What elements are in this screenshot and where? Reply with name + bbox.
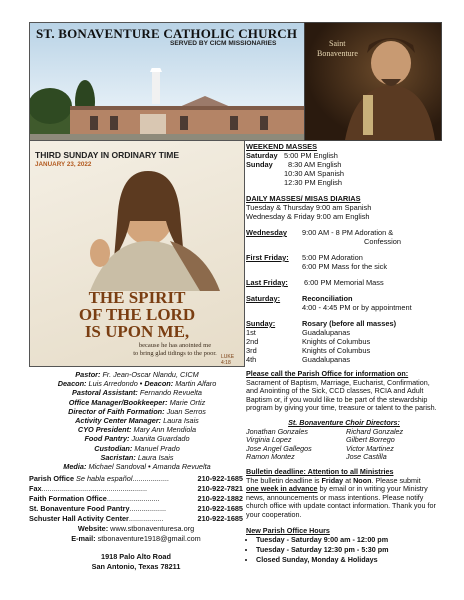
office-hours-list bbox=[246, 535, 442, 565]
website-link[interactable]: www.stbonaventuresa.org bbox=[110, 524, 195, 533]
contact-email: E-mail: stbonaventure1918@gmail.com bbox=[71, 534, 201, 543]
choir-directors bbox=[246, 428, 442, 462]
address-line-2: San Antonio, Texas 78211 bbox=[91, 562, 181, 571]
church-title: ST. BONAVENTURE CATHOLIC CHURCH bbox=[36, 26, 298, 41]
rosary-group: Knights of Columbus bbox=[302, 346, 371, 355]
first-friday-line: 5:00 PM Adoration bbox=[302, 253, 363, 262]
verse-line-1: THE SPIRIT bbox=[88, 288, 186, 307]
choir-director: Virginia Lopez bbox=[246, 435, 292, 445]
rosary-group: Guadalupanas bbox=[302, 355, 351, 364]
rosary-week: 4th bbox=[246, 355, 257, 364]
choir-director: Jonathan Gonzales bbox=[246, 426, 308, 436]
staff-food-pantry: Food Pantry: Juanita Guardado bbox=[84, 434, 190, 444]
contact-schuster-hall: Schuster Hall Activity Center................. 210-922-1685 bbox=[29, 514, 243, 523]
staff-faith-formation: Director of Faith Formation: Juan Serros bbox=[68, 406, 206, 416]
contact-faith-formation: Faith Formation Office.......................... 210-922-1882 bbox=[29, 494, 243, 503]
church-subtitle: SERVED BY CICM MISSIONARIES bbox=[170, 40, 277, 47]
verse-reference: LUKE 4:18 bbox=[221, 354, 235, 366]
rosary-group: Guadalupanas bbox=[302, 328, 351, 337]
email-link[interactable]: stbonaventure1918@gmail.com bbox=[97, 534, 201, 543]
staff-office-manager: Office Manager/Bookkeeper: Marie Ortiz bbox=[68, 397, 206, 407]
bulletin-text: The bulletin deadline is Friday at Noon. Please submit one week in advance by email or in writing your Ministry news, announcements or mass intentions. Please notify church office with update contact information. Thank you for your cooperation. bbox=[246, 475, 436, 519]
wednesday-line: 9:00 AM - 8 PM Adoration & bbox=[302, 228, 394, 237]
wednesday-label: Wednesday bbox=[246, 228, 287, 237]
saint-bonaventure-portrait bbox=[304, 22, 442, 141]
first-friday-label: First Friday: bbox=[246, 253, 289, 262]
choir-title: St. Bonaventure Choir Directors: bbox=[288, 417, 400, 427]
contact-parish-office: Parish Office Se habla español.................. 210-922-1685 bbox=[29, 474, 243, 483]
choir-director: Victor Martinez bbox=[346, 443, 394, 453]
contact-website: Website: www.stbonaventuresa.org bbox=[77, 524, 195, 533]
choir-director: Gilbert Borrego bbox=[346, 435, 395, 445]
staff-list bbox=[32, 370, 242, 471]
choir-director: Jose Castilla bbox=[346, 452, 387, 462]
daily-masses-title: DAILY MASSES/ MISAS DIARIAS bbox=[246, 194, 361, 203]
staff-pastor: Pastor: Fr. Jean-Oscar Nlandu, CICM bbox=[75, 370, 199, 379]
weekend-saturday-label: Saturday bbox=[246, 151, 278, 160]
reconciliation-time: 4:00 - 4:45 PM or by appointment bbox=[302, 303, 412, 312]
rosary-week: 1st bbox=[246, 328, 256, 337]
staff-activity-center: Activity Center Manager: Laura Isais bbox=[75, 416, 199, 426]
choir-director: Ramon Montez bbox=[246, 452, 295, 462]
parish-info-section bbox=[246, 370, 442, 565]
verse-small-2: to bring glad tidings to the poor. bbox=[133, 350, 217, 357]
office-hours-item: • Closed Sunday, Monday & Holidays bbox=[256, 555, 442, 565]
saturday-label: Saturday: bbox=[246, 294, 281, 303]
reconciliation-title: Reconciliation bbox=[302, 294, 353, 303]
wednesday-line: Confession bbox=[364, 237, 401, 246]
bulletin-heading: Bulletin deadline: Attention to all Ministries bbox=[246, 466, 394, 476]
weekend-sunday-time: 10:30 AM Spanish bbox=[284, 169, 344, 178]
office-hours-item: • Tuesday - Saturday 12:30 pm - 5:30 pm bbox=[256, 545, 442, 555]
feature-date: JANUARY 23, 2022 bbox=[35, 161, 92, 168]
verse-line-3: IS UPON ME, bbox=[84, 322, 190, 341]
sunday-label: Sunday: bbox=[246, 319, 276, 328]
daily-masses-line: Tuesday & Thursday 9:00 am Spanish bbox=[246, 203, 372, 212]
daily-masses-line: Wednesday & Friday 9:00 am English bbox=[246, 212, 370, 221]
office-hours-item: • Tuesday - Saturday 9:00 am - 12:00 pm bbox=[256, 535, 442, 545]
weekend-masses-title: WEEKEND MASSES bbox=[246, 142, 318, 151]
staff-pastoral-assistant: Pastoral Assistant: Fernando Revuelta bbox=[72, 388, 202, 398]
rosary-week: 2nd bbox=[246, 337, 259, 346]
contact-fax: Fax.................................................... 210-922-7821 bbox=[29, 484, 243, 493]
weekend-sunday-time: 8:30 AM English bbox=[288, 160, 342, 169]
office-hours-title: New Parish Office Hours bbox=[246, 525, 330, 535]
staff-custodian: Custodian: Manuel Prado bbox=[94, 443, 180, 453]
parish-office-info-text: Sacrament of Baptism, Marriage, Eucharist, Confirmation, and Anointing of the Sick, CCD classes, RCIA and Adult Baptism or, if you would like to be part of the stewardship program by giving your time, treasure or talent to the parish. bbox=[246, 377, 437, 413]
church-building-illustration bbox=[30, 68, 306, 140]
first-friday-line: 6:00 PM Mass for the sick bbox=[302, 262, 388, 271]
choir-director: Jose Angel Gallegos bbox=[246, 443, 312, 453]
rosary-group: Knights of Columbus bbox=[302, 337, 371, 346]
address-line-1: 1918 Palo Alto Road bbox=[101, 552, 171, 561]
church-header-photo bbox=[29, 22, 307, 141]
feature-heading: THIRD SUNDAY IN ORDINARY TIME bbox=[35, 150, 180, 160]
staff-deacons: Deacon: Luis Arredondo • Deacon: Martin Alfaro bbox=[57, 379, 217, 389]
rosary-title: Rosary (before all masses) bbox=[302, 319, 397, 328]
sunday-feature-image bbox=[29, 140, 245, 367]
verse-small-1: because he has anointed me bbox=[138, 342, 212, 349]
choir-director: Richard Gonzalez bbox=[346, 426, 404, 436]
last-friday-line: 6:00 PM Memorial Mass bbox=[304, 278, 384, 287]
staff-cyo: CYO President: Mary Ann Mendiola bbox=[77, 425, 197, 435]
contact-list bbox=[29, 474, 243, 572]
staff-sacristan: Sacristan: Laura Isais bbox=[100, 452, 174, 462]
staff-media: Media: Michael Sandoval • Amanda Revuelta bbox=[63, 462, 211, 472]
saint-caption: Saint Bonaventure bbox=[317, 39, 358, 58]
rosary-week: 3rd bbox=[246, 346, 257, 355]
mass-schedule bbox=[246, 142, 442, 364]
contact-food-pantry: St. Bonaventure Food Pantry.................. 210-922-1685 bbox=[29, 504, 243, 513]
last-friday-label: Last Friday: bbox=[246, 278, 288, 287]
weekend-sunday-label: Sunday bbox=[246, 160, 273, 169]
parish-office-info-heading: Please call the Parish Office for information on: bbox=[246, 369, 409, 378]
weekend-sunday-time: 12:30 PM English bbox=[284, 178, 342, 187]
weekend-saturday-time: 5:00 PM English bbox=[284, 151, 338, 160]
verse-line-2: OF THE LORD bbox=[78, 305, 196, 324]
